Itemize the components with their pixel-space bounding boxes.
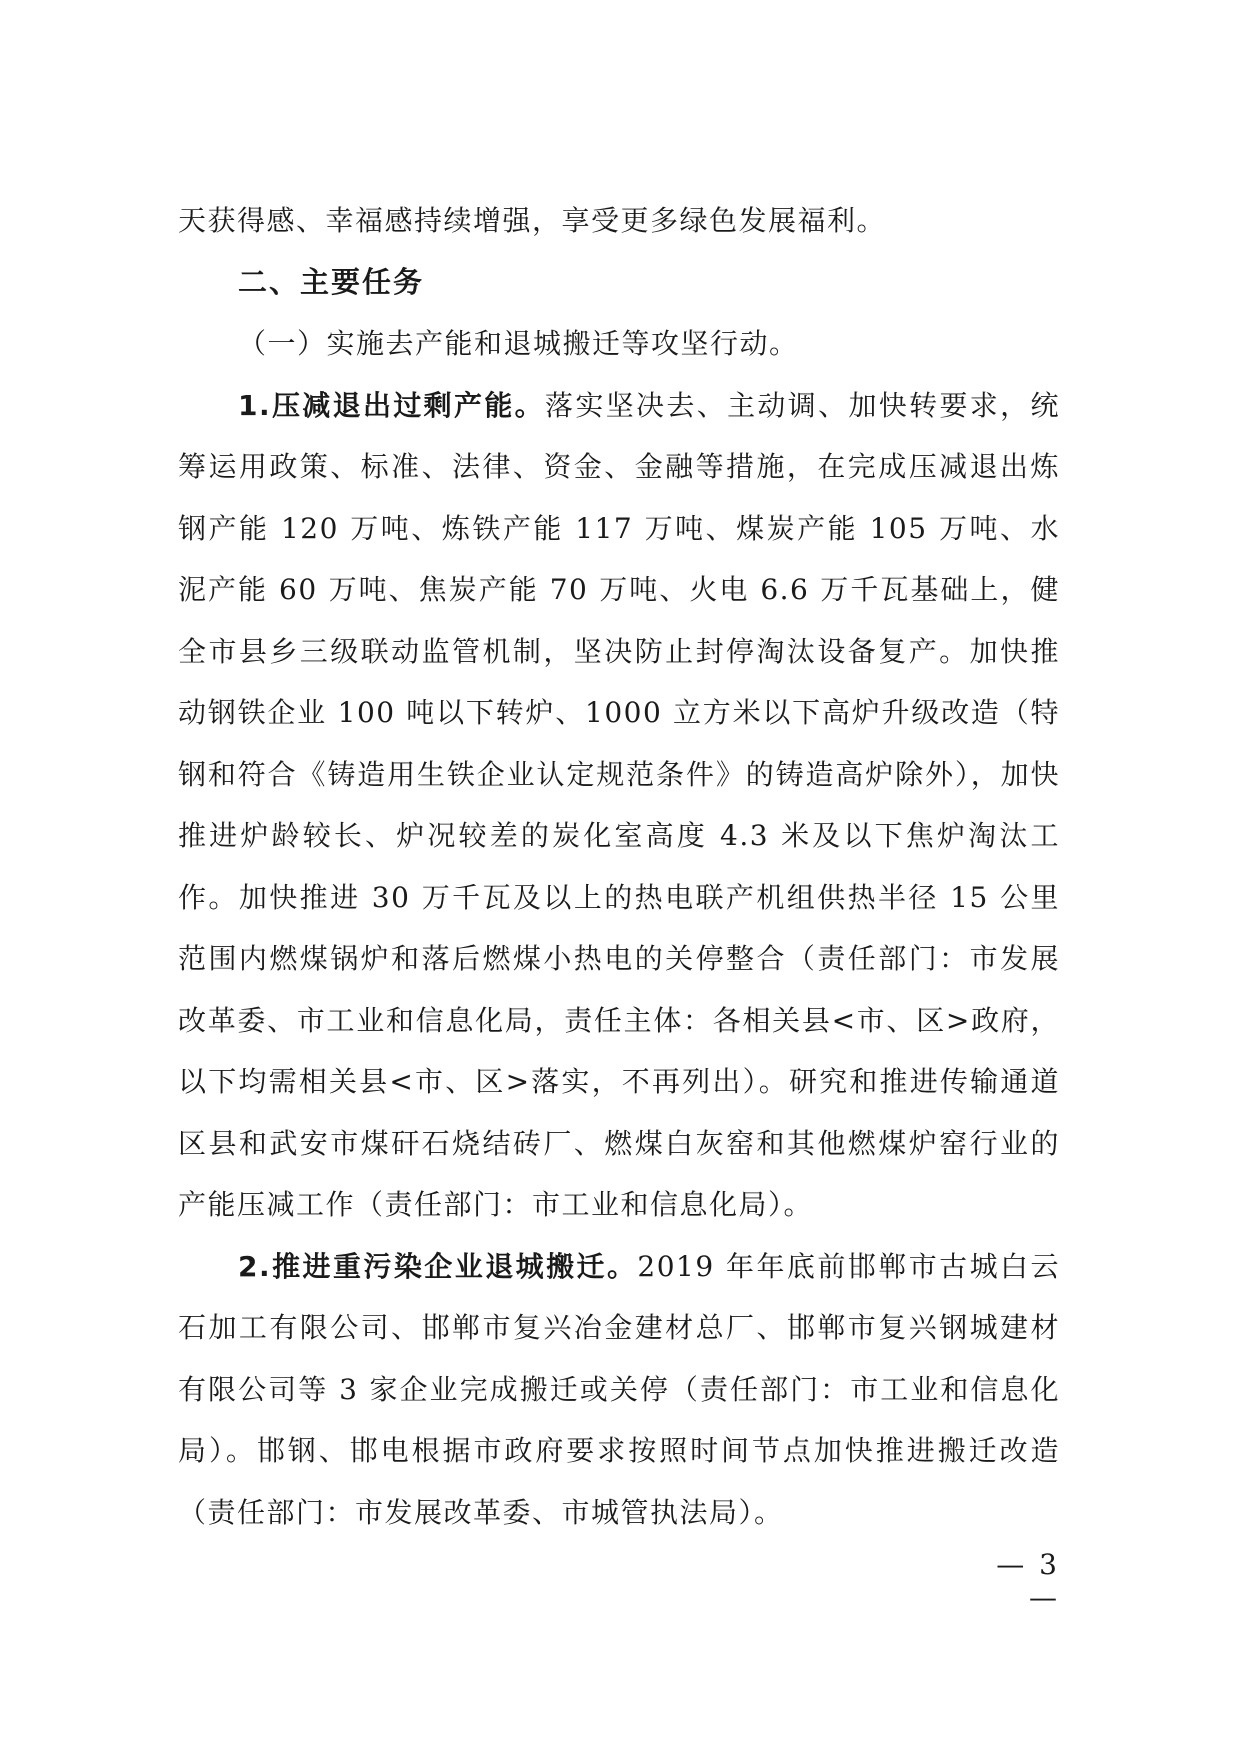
task-item-2-lead: 2.推进重污染企业退城搬迁。	[238, 1249, 638, 1283]
task-item-1	[178, 375, 1060, 1236]
task-item-2	[178, 1236, 1060, 1544]
subsection-heading: （一）实施去产能和退城搬迁等攻坚行动。	[238, 327, 799, 360]
task-item-1-lead: 1.压减退出过剩产能。	[238, 388, 546, 422]
task-item-1-body: 落实坚决去、主动调、加快转要求，统筹运用政策、标准、法律、资金、金融等措施，在完成压减退出炼钢产能 120 万吨、炼铁产能 117 万吨、煤炭产能 105 万吨、水泥产能 60 万吨、焦炭产能 70 万吨、火电 6.6 万千瓦基础上，健全市县乡三级联动监管机制，坚决防止封停淘汰设备复产。加快推动钢铁企业 100 吨以下转炉、1000 立方米以下高炉升级改造（特钢和符合《铸造用生铁企业认定规范条件》的铸造高炉除外），加快推进炉龄较长、炉况较差的炭化室高度 4.3 米及以下焦炉淘汰工作。加快推进 30 万千瓦及以上的热电联产机组供热半径 15 公里范围内燃煤锅炉和落后燃煤小热电的关停整合（责任部门：市发展改革委、市工业和信息化局，责任主体：各相关县<市、区>政府，以下均需相关县<市、区>落实，不再列出）。研究和推进传输通道区县和武安市煤矸石烧结砖厂、燃煤白灰窑和其他燃煤炉窑行业的产能压减工作（责任部门：市工业和信息化局）。	[178, 388, 1060, 1221]
section-heading: 二、主要任务	[238, 264, 425, 299]
document-page	[178, 190, 1060, 1543]
continuation-paragraph: 天获得感、幸福感持续增强，享受更多绿色发展福利。	[178, 204, 887, 237]
task-item-2-body: 2019 年年底前邯郸市古城白云石加工有限公司、邯郸市复兴冶金建材总厂、邯郸市复兴钢城建材有限公司等 3 家企业完成搬迁或关停（责任部门：市工业和信息化局）。邯钢、邯电根据市政府要求按照时间节点加快推进搬迁改造（责任部门：市发展改革委、市城管执法局）。	[178, 1249, 1060, 1529]
page-number: — 3 —	[996, 1548, 1060, 1614]
